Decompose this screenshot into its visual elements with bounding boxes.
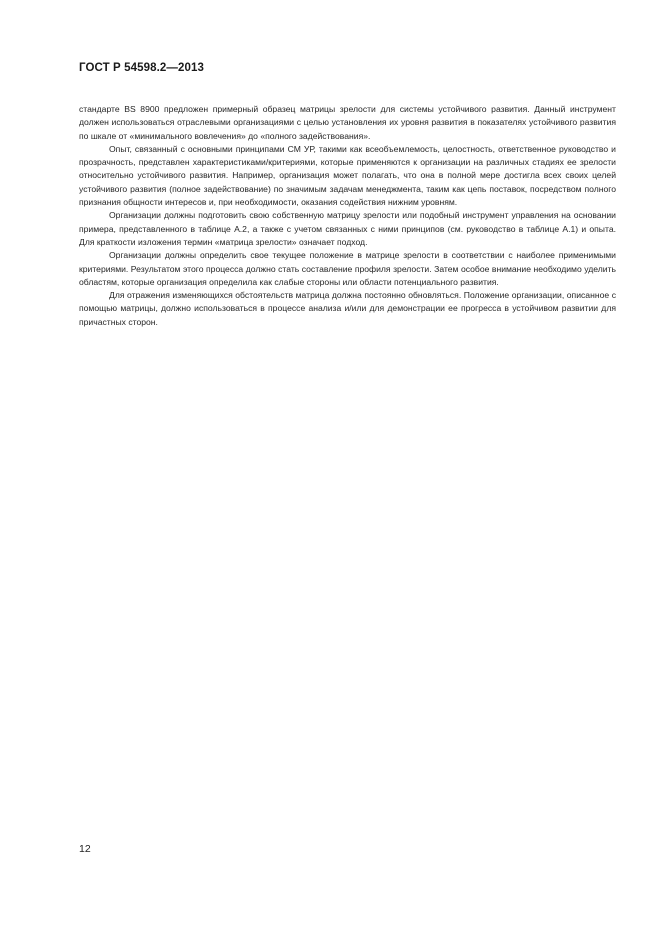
paragraph-update-matrix: Для отражения изменяющихся обстоятельств матрица должна постоянно обновляться. Положение организации, описанное с помощью матрицы, должно использоваться в процессе анализа и/или для демонстрации ее прогресса в устойчивом развитии для причастных сторон. xyxy=(79,290,616,327)
paragraph-determine-position: Организации должны определить свое текущее положение в матрице зрелости в соответствии с наиболее применимыми критериями. Результатом этого процесса должно стать составление профиля зрелости. Затем особое внимание необходимо уделить областям, которые организация определила как слабые стороны или области потенциального развития. xyxy=(79,250,616,287)
paragraph-prepare-matrix: Организации должны подготовить свою собственную матрицу зрелости или подобный инструмент управления на основании примера, представленного в таблице А.2, а также с учетом связанных с ними принципов (см. руководство в таблице А.1) и опыта. Для краткости изложения термин «матрица зрелости» означает подход. xyxy=(79,210,616,247)
page-number: 12 xyxy=(79,843,91,855)
paragraph-experience: Опыт, связанный с основными принципами СМ УР, такими как всеобъемлемость, целостность, ответственное руководство и прозрачность, представлен характеристиками/критериями, которые применяются к организации на различных стадиях ее зрелости относительно устойчивого развития. Например, организация может полагать, что она в полной мере достигла всех своих целей устойчивого развития (полное задействование) по значимым задачам менеджмента, таким как цепь поставок, посредством полного признания общности интересов и, при необходимости, оказания содействия нижним уровням. xyxy=(79,143,616,208)
body-text xyxy=(79,103,616,329)
standard-number-header: ГОСТ Р 54598.2—2013 xyxy=(79,62,204,74)
paragraph-continuation: стандарте BS 8900 предложен примерный образец матрицы зрелости для системы устойчивого развития. Данный инструмент должен использоваться отраслевыми организациями с целью установления их уровня развития в показателях устойчивого развития по шкале от «минимального вовлечения» до «полного задействования». xyxy=(79,104,616,141)
